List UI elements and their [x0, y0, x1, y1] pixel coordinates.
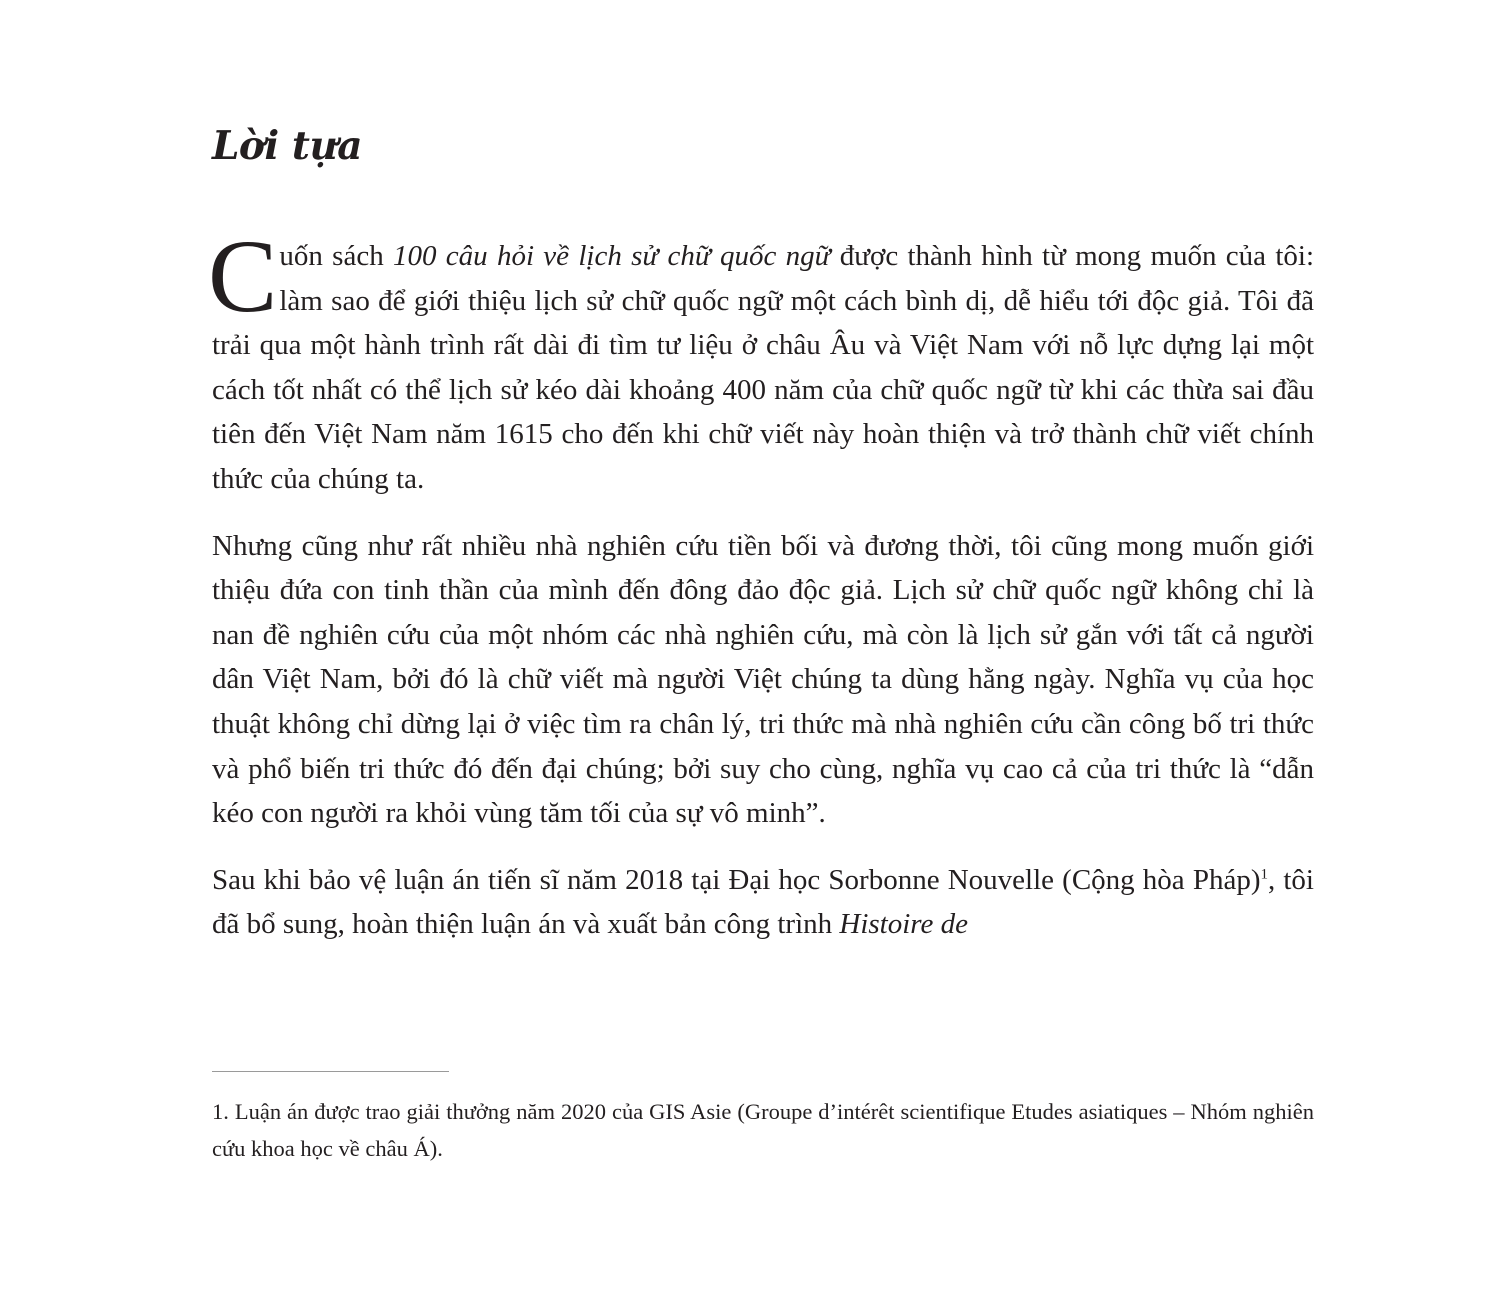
paragraph-2: Nhưng cũng như rất nhiều nhà nghiên cứu tiền bối và đương thời, tôi cũng mong muốn giới thiệu đứa con tinh thần của mình đến đông đảo độc giả. Lịch sử chữ quốc ngữ không chỉ là nan đề nghiên cứu của một nhóm các nhà nghiên cứu, mà còn là lịch sử gắn với tất cả người dân Việt Nam, bởi đó là chữ viết mà người Việt chúng ta dùng hằng ngày. Nghĩa vụ của học thuật không chỉ dừng lại ở việc tìm ra chân lý, tri thức mà nhà nghiên cứu cần công bố tri thức và phổ biến tri thức đó đến đại chúng; bởi suy cho cùng, nghĩa vụ cao cả của tri thức là “dẫn kéo con người ra khỏi vùng tăm tối của sự vô minh”. — [212, 529, 1314, 830]
drop-cap: C — [208, 219, 278, 334]
footnote-1: 1. Luận án được trao giải thưởng năm 2020 của GIS Asie (Groupe d’intérêt scientifique Etudes asiatiques – Nhóm nghiên cứu khoa học về châu Á). — [212, 1099, 1314, 1161]
body-text — [208, 219, 1315, 969]
paragraph-1-text-start: uốn sách — [279, 240, 393, 272]
book-title-italic: 100 câu hỏi về lịch sử chữ quốc ngữ — [393, 240, 831, 272]
footnote-divider — [212, 1071, 449, 1072]
footnote-reference[interactable]: 1 — [1260, 866, 1268, 883]
paragraph-3 — [212, 858, 1314, 947]
paragraph-3-text-middle: , tôi đã bổ sung, hoàn thiện luận án và xuất bản công trình — [212, 863, 1314, 941]
paragraph-3-italic-tail: Histoire de — [839, 908, 968, 941]
chapter-title: Lời tựa — [212, 123, 362, 169]
paragraph-3-text-start: Sau khi bảo vệ luận án tiến sĩ năm 2018 tại Đại học Sorbonne Nouvelle (Cộng hòa Pháp) — [212, 863, 1261, 896]
paragraph-1 — [208, 219, 1315, 502]
paragraph-1-text-rest: được thành hình từ mong muốn của tôi: làm sao để giới thiệu lịch sử chữ quốc ngữ một cách bình dị, dễ hiểu tới độc giả. Tôi đã trải qua một hành trình rất dài đi tìm tư liệu ở châu Âu và Việt Nam với nỗ lực dựng lại một cách tốt nhất có thể lịch sử kéo dài khoảng 400 năm của chữ quốc ngữ từ khi các thừa sai đầu tiên đến Việt Nam năm 1615 cho đến khi chữ viết này hoàn thiện và trở thành chữ viết chính thức của chúng ta. — [212, 240, 1315, 495]
